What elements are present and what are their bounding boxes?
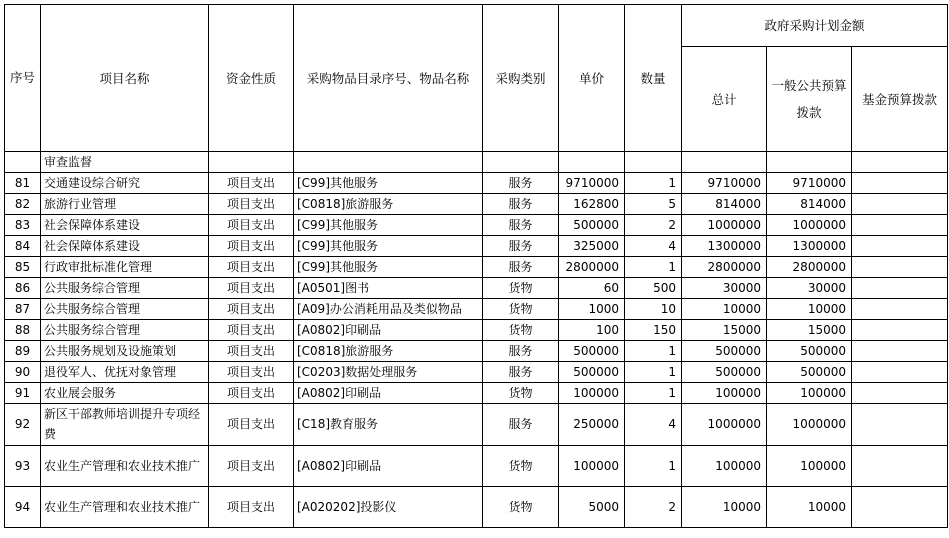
row-fund-nature: 项目支出: [209, 278, 294, 299]
row-catalog: [A0802]印刷品: [294, 320, 483, 341]
row-fund-budget: [852, 299, 948, 320]
row-general-budget: 9710000: [767, 173, 852, 194]
row-catalog: [A0501]图书: [294, 278, 483, 299]
row-name: 旅游行业管理: [41, 194, 209, 215]
row-catalog: [A0802]印刷品: [294, 383, 483, 404]
row-general-budget: 30000: [767, 278, 852, 299]
row-total: 1000000: [682, 215, 767, 236]
procurement-table: [4, 4, 948, 528]
row-name: 公共服务综合管理: [41, 299, 209, 320]
row-quantity: 10: [625, 299, 682, 320]
header-name: 项目名称: [41, 5, 209, 152]
empty-cell: [559, 152, 625, 173]
row-category: 货物: [483, 299, 559, 320]
row-quantity: 1: [625, 173, 682, 194]
row-name: 退役军人、优抚对象管理: [41, 362, 209, 383]
row-fund-budget: [852, 383, 948, 404]
table-row: [5, 215, 948, 236]
row-fund-nature: 项目支出: [209, 486, 294, 527]
row-total: 500000: [682, 362, 767, 383]
row-fund-nature: 项目支出: [209, 362, 294, 383]
row-quantity: 4: [625, 404, 682, 446]
row-total: 814000: [682, 194, 767, 215]
row-seq: 81: [5, 173, 41, 194]
row-general-budget: 10000: [767, 299, 852, 320]
row-fund-budget: [852, 236, 948, 257]
table-row: [5, 278, 948, 299]
header-quantity: 数量: [625, 5, 682, 152]
row-name: 新区干部教师培训提升专项经费: [41, 404, 209, 446]
row-catalog: [C99]其他服务: [294, 257, 483, 278]
row-category: 服务: [483, 173, 559, 194]
row-seq: 90: [5, 362, 41, 383]
table-row: [5, 236, 948, 257]
row-seq: 89: [5, 341, 41, 362]
row-unit-price: 1000: [559, 299, 625, 320]
row-quantity: 4: [625, 236, 682, 257]
row-general-budget: 100000: [767, 445, 852, 486]
row-seq: 91: [5, 383, 41, 404]
row-total: 500000: [682, 341, 767, 362]
table-row: [5, 404, 948, 446]
row-catalog: [A0802]印刷品: [294, 445, 483, 486]
row-category: 服务: [483, 194, 559, 215]
table-row: [5, 194, 948, 215]
section-seq-cell: [5, 152, 41, 173]
row-unit-price: 100000: [559, 383, 625, 404]
row-general-budget: 500000: [767, 362, 852, 383]
row-seq: 87: [5, 299, 41, 320]
row-seq: 84: [5, 236, 41, 257]
header-seq: 序号: [5, 5, 41, 152]
row-unit-price: 100000: [559, 445, 625, 486]
row-fund-budget: [852, 341, 948, 362]
row-category: 服务: [483, 236, 559, 257]
row-category: 服务: [483, 404, 559, 446]
row-fund-budget: [852, 445, 948, 486]
header-general-budget: 一般公共预算拨款: [767, 47, 852, 152]
section-row: [5, 152, 948, 173]
empty-cell: [483, 152, 559, 173]
header-fund-budget: 基金预算拨款: [852, 47, 948, 152]
row-seq: 94: [5, 486, 41, 527]
row-general-budget: 15000: [767, 320, 852, 341]
row-quantity: 2: [625, 215, 682, 236]
row-fund-budget: [852, 486, 948, 527]
row-total: 10000: [682, 486, 767, 527]
row-name: 行政审批标准化管理: [41, 257, 209, 278]
row-total: 2800000: [682, 257, 767, 278]
row-category: 服务: [483, 362, 559, 383]
row-unit-price: 60: [559, 278, 625, 299]
row-catalog: [A09]办公消耗用品及类似物品: [294, 299, 483, 320]
row-seq: 92: [5, 404, 41, 446]
row-seq: 86: [5, 278, 41, 299]
row-name: 公共服务综合管理: [41, 278, 209, 299]
row-general-budget: 814000: [767, 194, 852, 215]
table-row: [5, 257, 948, 278]
row-quantity: 150: [625, 320, 682, 341]
header-total: 总计: [682, 47, 767, 152]
empty-cell: [682, 152, 767, 173]
table-row: [5, 173, 948, 194]
row-unit-price: 500000: [559, 362, 625, 383]
row-total: 1000000: [682, 404, 767, 446]
row-quantity: 500: [625, 278, 682, 299]
row-catalog: [C0203]数据处理服务: [294, 362, 483, 383]
table-row: [5, 445, 948, 486]
row-fund-nature: 项目支出: [209, 383, 294, 404]
row-name: 交通建设综合研究: [41, 173, 209, 194]
row-fund-nature: 项目支出: [209, 320, 294, 341]
row-unit-price: 500000: [559, 341, 625, 362]
table-row: [5, 362, 948, 383]
row-fund-nature: 项目支出: [209, 257, 294, 278]
row-total: 9710000: [682, 173, 767, 194]
row-general-budget: 1000000: [767, 215, 852, 236]
row-catalog: [C99]其他服务: [294, 236, 483, 257]
row-fund-nature: 项目支出: [209, 194, 294, 215]
row-fund-budget: [852, 404, 948, 446]
row-fund-budget: [852, 194, 948, 215]
row-category: 货物: [483, 383, 559, 404]
row-fund-budget: [852, 257, 948, 278]
row-fund-budget: [852, 320, 948, 341]
row-unit-price: 9710000: [559, 173, 625, 194]
row-category: 货物: [483, 486, 559, 527]
row-quantity: 1: [625, 383, 682, 404]
row-fund-nature: 项目支出: [209, 299, 294, 320]
row-catalog: [C0818]旅游服务: [294, 194, 483, 215]
row-fund-nature: 项目支出: [209, 445, 294, 486]
row-quantity: 2: [625, 486, 682, 527]
row-name: 社会保障体系建设: [41, 236, 209, 257]
row-general-budget: 2800000: [767, 257, 852, 278]
row-general-budget: 10000: [767, 486, 852, 527]
row-category: 服务: [483, 341, 559, 362]
header-fund-nature: 资金性质: [209, 5, 294, 152]
row-quantity: 1: [625, 362, 682, 383]
row-name: 农业展会服务: [41, 383, 209, 404]
row-category: 货物: [483, 320, 559, 341]
table-row: [5, 320, 948, 341]
row-total: 15000: [682, 320, 767, 341]
row-category: 货物: [483, 445, 559, 486]
empty-cell: [294, 152, 483, 173]
row-fund-nature: 项目支出: [209, 236, 294, 257]
row-seq: 88: [5, 320, 41, 341]
row-fund-nature: 项目支出: [209, 173, 294, 194]
row-fund-budget: [852, 215, 948, 236]
row-total: 100000: [682, 383, 767, 404]
row-unit-price: 2800000: [559, 257, 625, 278]
row-quantity: 1: [625, 341, 682, 362]
row-catalog: [C0818]旅游服务: [294, 341, 483, 362]
row-fund-budget: [852, 173, 948, 194]
row-fund-budget: [852, 278, 948, 299]
row-catalog: [C99]其他服务: [294, 215, 483, 236]
row-quantity: 1: [625, 257, 682, 278]
row-total: 1300000: [682, 236, 767, 257]
row-general-budget: 500000: [767, 341, 852, 362]
row-seq: 85: [5, 257, 41, 278]
row-total: 30000: [682, 278, 767, 299]
row-fund-budget: [852, 362, 948, 383]
row-seq: 82: [5, 194, 41, 215]
row-total: 100000: [682, 445, 767, 486]
header-unit-price: 单价: [559, 5, 625, 152]
row-unit-price: 325000: [559, 236, 625, 257]
empty-cell: [767, 152, 852, 173]
empty-cell: [209, 152, 294, 173]
row-category: 货物: [483, 278, 559, 299]
table-row: [5, 383, 948, 404]
row-name: 公共服务综合管理: [41, 320, 209, 341]
row-name: 社会保障体系建设: [41, 215, 209, 236]
empty-cell: [625, 152, 682, 173]
row-total: 10000: [682, 299, 767, 320]
row-seq: 83: [5, 215, 41, 236]
empty-cell: [852, 152, 948, 173]
header-plan-amount: 政府采购计划金额: [682, 5, 948, 47]
table-row: [5, 299, 948, 320]
section-title: 审查监督: [41, 152, 209, 173]
header-category: 采购类别: [483, 5, 559, 152]
row-unit-price: 162800: [559, 194, 625, 215]
row-catalog: [C18]教育服务: [294, 404, 483, 446]
row-fund-nature: 项目支出: [209, 341, 294, 362]
row-general-budget: 1000000: [767, 404, 852, 446]
row-unit-price: 100: [559, 320, 625, 341]
row-catalog: [C99]其他服务: [294, 173, 483, 194]
row-unit-price: 5000: [559, 486, 625, 527]
row-catalog: [A020202]投影仪: [294, 486, 483, 527]
header-row-1: [5, 5, 948, 47]
row-category: 服务: [483, 215, 559, 236]
row-quantity: 1: [625, 445, 682, 486]
row-general-budget: 100000: [767, 383, 852, 404]
table-row: [5, 341, 948, 362]
row-name: 农业生产管理和农业技术推广: [41, 486, 209, 527]
row-name: 公共服务规划及设施策划: [41, 341, 209, 362]
row-fund-nature: 项目支出: [209, 404, 294, 446]
row-unit-price: 500000: [559, 215, 625, 236]
row-fund-nature: 项目支出: [209, 215, 294, 236]
table-row: [5, 486, 948, 527]
row-seq: 93: [5, 445, 41, 486]
row-name: 农业生产管理和农业技术推广: [41, 445, 209, 486]
row-category: 服务: [483, 257, 559, 278]
row-quantity: 5: [625, 194, 682, 215]
row-general-budget: 1300000: [767, 236, 852, 257]
row-unit-price: 250000: [559, 404, 625, 446]
header-catalog: 采购物品目录序号、物品名称: [294, 5, 483, 152]
